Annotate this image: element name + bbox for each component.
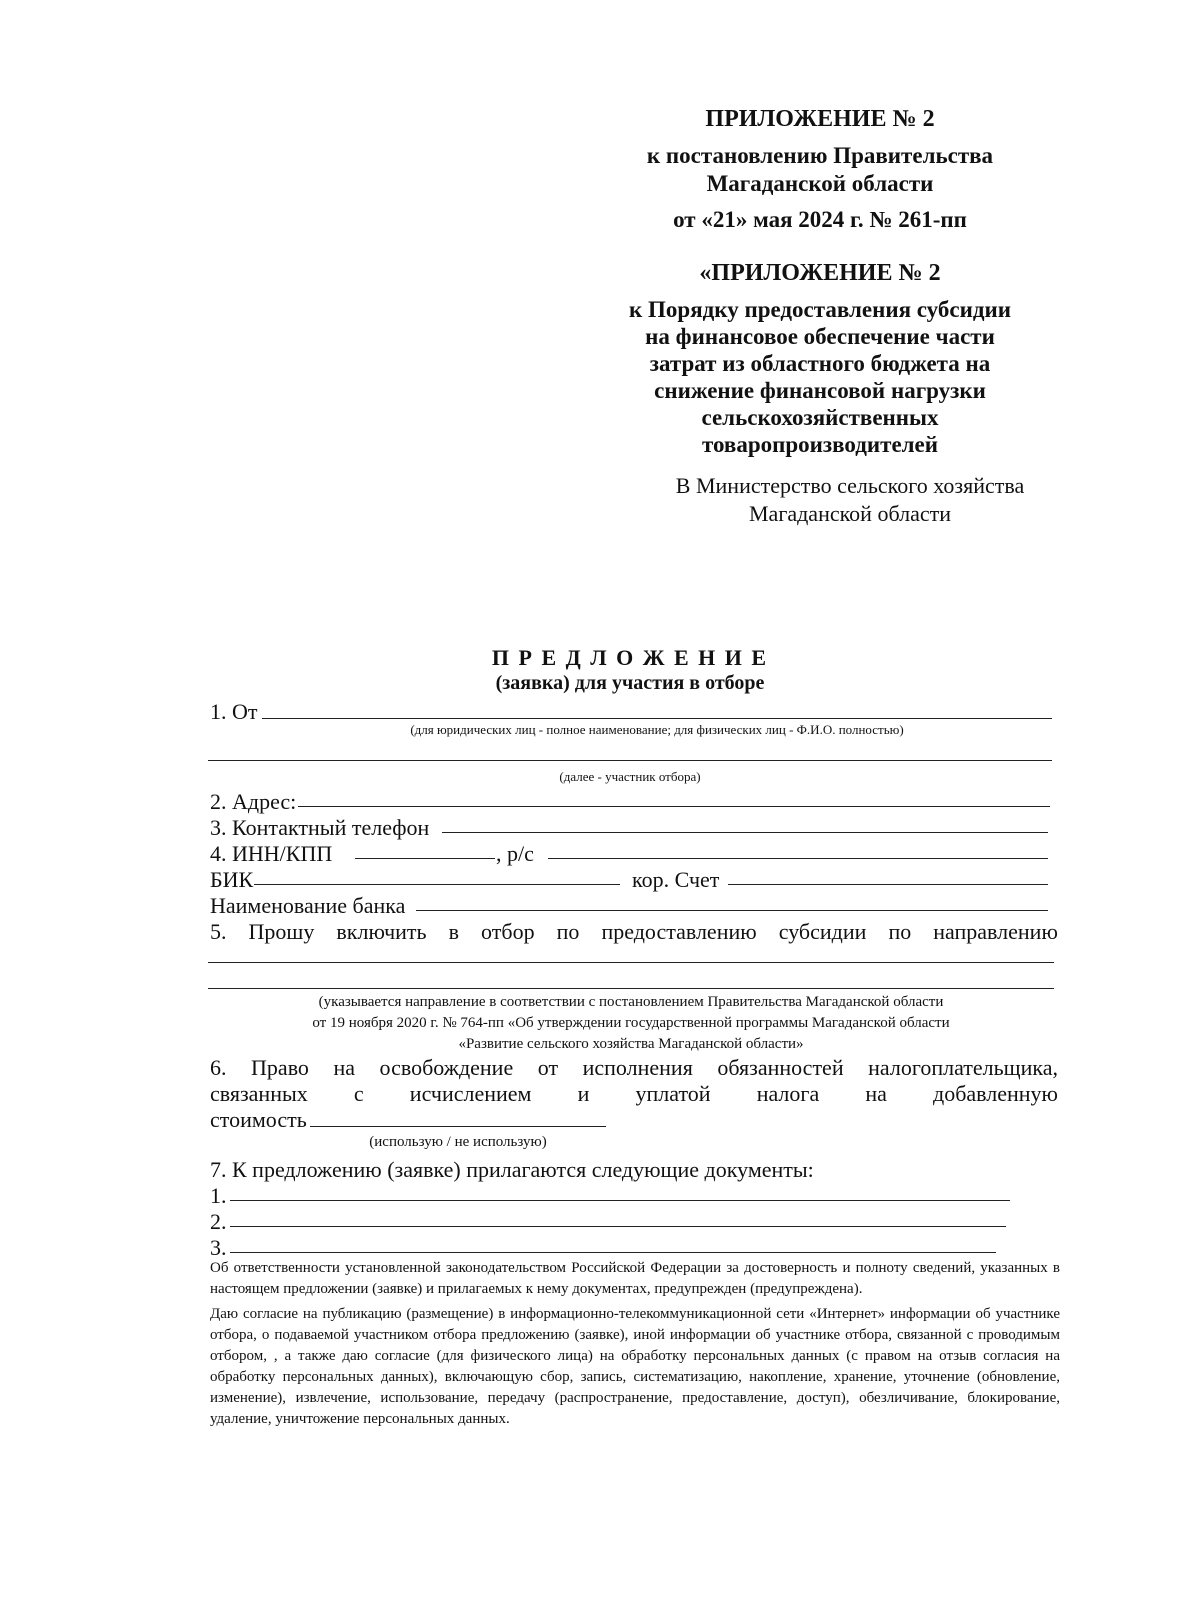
doc-number: 3.	[210, 1235, 227, 1260]
account-input-line[interactable]	[548, 858, 1048, 859]
bik-input-line[interactable]	[254, 884, 620, 885]
item7-label: 7. К предложению (заявке) прилагаются следующие документы:	[210, 1157, 814, 1182]
participant-hint: (далее - участник отбора)	[559, 769, 701, 784]
direction-input-line-1[interactable]	[208, 962, 1054, 963]
vat-input-line[interactable]	[310, 1126, 606, 1127]
item5-hint-line: от 19 ноября 2020 г. № 764-пп «Об утверждении государственной программы Магаданской области	[312, 1015, 950, 1031]
address-label: 2. Адрес:	[210, 789, 297, 814]
inn-input-line[interactable]	[355, 858, 495, 859]
closing-text	[210, 1258, 1060, 1430]
item5-word: субсидии	[778, 919, 867, 944]
item5-hint-line: (указывается направление в соответствии с постановлением Правительства Магаданской области	[318, 994, 944, 1010]
doc-number: 2.	[210, 1209, 227, 1234]
bank-label: Наименование банка	[210, 893, 406, 918]
phone-input-line[interactable]	[442, 832, 1048, 833]
corr-account-input-line[interactable]	[728, 884, 1048, 885]
item5-word: включить	[336, 919, 427, 944]
procedure-line: снижение финансовой нагрузки	[654, 378, 986, 403]
item5-word: Прошу	[248, 919, 315, 944]
item5-word: в	[448, 919, 459, 944]
procedure-line: на финансовое обеспечение части	[645, 324, 995, 349]
appendix-title-2: «ПРИЛОЖЕНИЕ № 2	[699, 260, 941, 286]
item6-line3: стоимость	[210, 1107, 307, 1132]
form-subtitle: (заявка) для участия в отборе	[495, 672, 765, 694]
addressee-line1: В Министерство сельского хозяйства	[675, 473, 1025, 498]
responsibility-text: Об ответственности установленной законодательством Российской Федерации за достоверность и полноту сведений, указанных в настоящем предложении (заявке) и прилагаемых к нему документах, предупрежден (предупреждена).	[210, 1260, 1060, 1297]
doc-input-line-1[interactable]	[230, 1200, 1010, 1201]
appendix-title: ПРИЛОЖЕНИЕ № 2	[705, 106, 935, 132]
account-label: , р/с	[496, 841, 534, 866]
item6-line1: 6. Право на освобождение от исполнения обязанностей налогоплательщика,	[210, 1055, 1058, 1080]
item5-word: отбор	[481, 919, 535, 944]
item5-hint	[208, 992, 1054, 1055]
procedure-line: товаропроизводителей	[701, 432, 939, 457]
form-title: П Р Е Д Л О Ж Е Н И Е	[491, 645, 769, 670]
item5-word: предоставлению	[601, 919, 757, 944]
from-hint: (для юридических лиц - полное наименование; для физических лиц - Ф.И.О. полностью)	[410, 722, 904, 737]
from-label: 1. От	[210, 699, 258, 724]
inn-label: 4. ИНН/КПП	[210, 841, 333, 866]
from-input-line[interactable]	[262, 718, 1052, 719]
address-input-line[interactable]	[298, 806, 1050, 807]
item6-line2: связанных с исчислением и уплатой налога на добавленную	[210, 1081, 1058, 1106]
item5-word: по	[888, 919, 912, 944]
item5-hint-line: «Развитие сельского хозяйства Магаданской области»	[458, 1036, 804, 1052]
item5-word: 5.	[210, 919, 227, 944]
corr-account-label: кор. Счет	[632, 867, 720, 892]
item5-word: по	[556, 919, 580, 944]
addressee-line2: Магаданской области	[749, 501, 951, 526]
item5-word: направлению	[933, 919, 1058, 944]
procedure-line: сельскохозяйственных	[701, 405, 939, 430]
addressee	[590, 472, 1110, 528]
from-input-line-2[interactable]	[208, 760, 1052, 761]
bank-input-line[interactable]	[416, 910, 1048, 911]
procedure-title	[560, 296, 1080, 458]
phone-label: 3. Контактный телефон	[210, 815, 430, 840]
procedure-line: затрат из областного бюджета на	[649, 351, 991, 376]
doc-input-line-2[interactable]	[230, 1226, 1006, 1227]
decree-date: от «21» мая 2024 г. № 261-пп	[673, 207, 967, 232]
direction-input-line-2[interactable]	[208, 988, 1054, 989]
item5-text	[210, 918, 1058, 946]
procedure-line: к Порядку предоставления субсидии	[629, 297, 1011, 322]
doc-input-line-3[interactable]	[230, 1252, 996, 1253]
decree-ref-line1: к постановлению Правительства	[646, 143, 994, 168]
decree-ref-line2: Магаданской области	[706, 171, 934, 196]
doc-number: 1.	[210, 1183, 227, 1208]
item6-hint: (использую / не использую)	[369, 1134, 547, 1150]
bik-label: БИК	[210, 867, 254, 892]
consent-text: Даю согласие на публикацию (размещение) в информационно-телекоммуникационной сети «Интернет» информации об участнике отбора, о подаваемой участником отбора предложению (заявке), иной информации об участнике отбора, связанной с проводимым отбором, , а также даю согласие (для физического лица) на обработку персональных данных (с правом на отзыв согласия на обработку персональных данных), включающую сбор, запись, систематизацию, накопление, хранение, уточнение (обновление, изменение), извлечение, использование, передачу (распространение, предоставление, доступ), обезличивание, блокирование, удаление, уничтожение персональных данных.	[210, 1306, 1060, 1427]
